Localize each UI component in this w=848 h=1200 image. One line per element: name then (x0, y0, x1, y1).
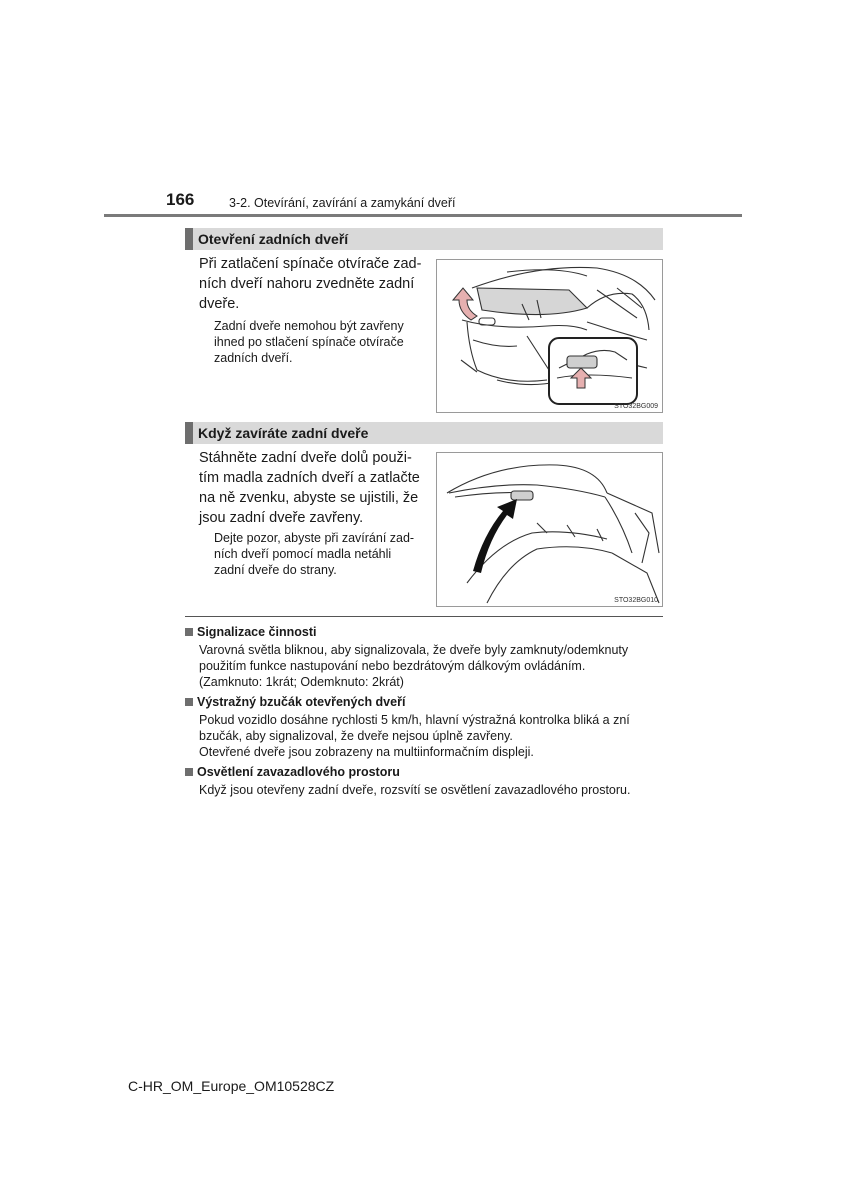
open-tailgate-illustration (437, 453, 662, 606)
breadcrumb: 3-2. Otevírání, zavírání a zamykání dveří (229, 196, 456, 210)
curved-up-arrow-icon (453, 288, 477, 320)
info-line: bzučák, aby signalizoval, že dveře nejsou úplně zavřeny. (199, 729, 513, 743)
header-rule (104, 214, 742, 217)
figure-code: STO32BG010 (614, 597, 658, 604)
square-bullet-icon (185, 628, 193, 636)
info-line: (Zamknuto: 1krát; Odemknuto: 2krát) (199, 675, 404, 689)
figure-tailgate-handle (436, 452, 663, 607)
section-separator (185, 616, 663, 617)
document-code: C-HR_OM_Europe_OM10528CZ (128, 1078, 335, 1094)
info-heading-text: Výstražný bzučák otevřených dveří (197, 695, 406, 709)
section2-body (199, 448, 428, 528)
info-body (185, 642, 665, 690)
square-bullet-icon (185, 698, 193, 706)
section1-note (214, 318, 425, 366)
section1-body (199, 254, 428, 314)
info-heading (185, 764, 665, 780)
info-body (185, 712, 665, 760)
info-heading-text: Signalizace činnosti (197, 625, 317, 639)
info-heading-text: Osvětlení zavazadlového prostoru (197, 765, 400, 779)
info-heading (185, 624, 665, 640)
info-line: Když jsou otevřeny zadní dveře, rozsvítí se osvětlení zavazadlového prostoru. (199, 783, 631, 797)
section1-note-line: Zadní dveře nemohou být zavřeny (214, 319, 404, 333)
section1-note-line: zadních dveří. (214, 351, 293, 365)
info-line: Varovná světla bliknou, aby signalizovala, že dveře byly zamknuty/odemknuty (199, 643, 629, 657)
section1-body-line: Při zatlačení spínače otvírače zad- (199, 256, 422, 272)
section2-body-line: na ně zvenku, abyste se ujistili, že (199, 490, 419, 506)
figure-code: STO32BG009 (614, 403, 658, 410)
section2-body-line: Stáhněte zadní dveře dolů použi- (199, 450, 412, 466)
info-line: Pokud vozidlo dosáhne rychlosti 5 km/h, hlavní výstražná kontrolka bliká a zní (199, 713, 630, 727)
curved-arrow-icon (473, 499, 517, 573)
info-line: použitím funkce nastupování nebo bezdrátovým dálkovým ovládáním. (199, 659, 586, 673)
info-body (185, 782, 665, 798)
info-line: Otevřené dveře jsou zobrazeny na multiinformačním displeji. (199, 745, 534, 759)
section2-body-line: jsou zadní dveře zavřeny. (199, 510, 364, 526)
section1-note-line: ihned po stlačení spínače otvírače (214, 335, 404, 349)
section2-body-line: tím madla zadních dveří a zatlačte (199, 470, 420, 486)
section2-note-line: ních dveří pomocí madla netáhli (214, 547, 392, 561)
page-number: 166 (166, 190, 195, 209)
section-title-close-tailgate: Když zavíráte zadní dveře (185, 422, 663, 444)
section-title-open-tailgate: Otevření zadních dveří (185, 228, 663, 250)
section2-note-line: Dejte pozor, abyste při zavírání zad- (214, 531, 415, 545)
square-bullet-icon (185, 768, 193, 776)
section1-body-line: dveře. (199, 296, 240, 312)
section2-note (214, 530, 426, 578)
section1-body-line: ních dveří nahoru zvedněte zadní (199, 276, 415, 292)
car-rear-illustration (437, 260, 662, 412)
info-block (185, 624, 665, 798)
info-heading (185, 694, 665, 710)
section2-note-line: zadní dveře do strany. (214, 563, 337, 577)
figure-tailgate-open-switch (436, 259, 663, 413)
